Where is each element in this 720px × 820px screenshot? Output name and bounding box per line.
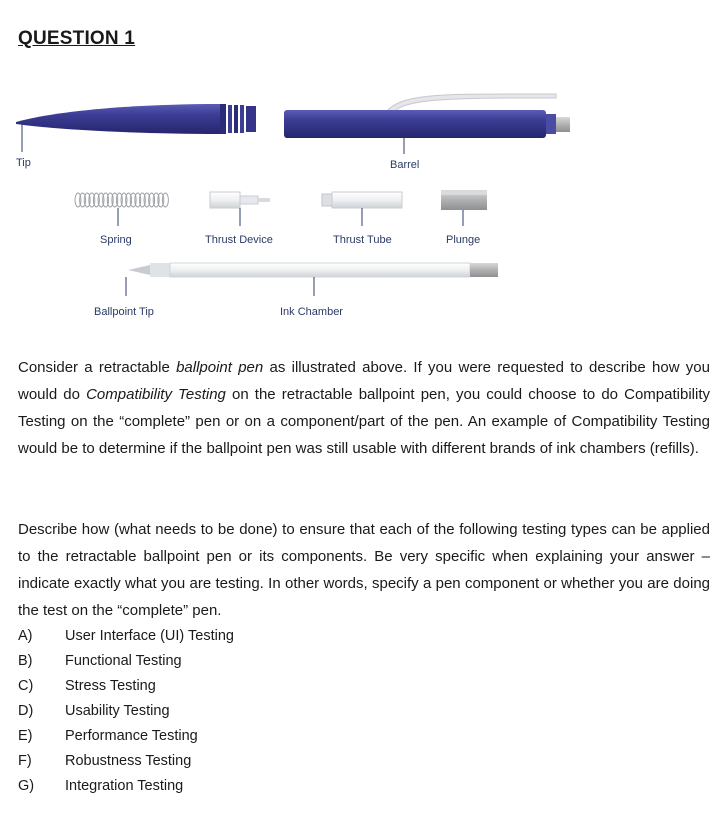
label-tip: Tip [16, 157, 31, 169]
thrust-tube-part [322, 192, 402, 226]
list-item-label: User Interface (UI) Testing [65, 628, 234, 644]
list-item-label: Stress Testing [65, 678, 156, 694]
intro-emphasis-compatibility: Compatibility Testing [86, 386, 226, 403]
list-item-label: Functional Testing [65, 653, 182, 669]
ink-chamber-part [126, 263, 498, 296]
spring-part [75, 193, 168, 207]
list-item-letter: F) [18, 753, 32, 769]
label-thrust-device: Thrust Device [205, 234, 273, 246]
list-item [18, 774, 234, 799]
list-item [18, 624, 234, 649]
intro-emphasis-pen: ballpoint pen [176, 359, 264, 376]
intro-paragraph [18, 354, 710, 462]
pen-tip-part [16, 104, 256, 152]
label-spring: Spring [100, 234, 132, 246]
thrust-device-part [210, 192, 270, 226]
label-ballpoint-tip: Ballpoint Tip [94, 306, 154, 318]
label-thrust-tube: Thrust Tube [333, 234, 392, 246]
list-item-label: Integration Testing [65, 778, 184, 794]
testing-types-list [18, 624, 234, 799]
intro-text-1: Consider a retractable [18, 359, 177, 376]
list-item [18, 749, 234, 774]
list-item-label: Usability Testing [65, 703, 170, 719]
pen-barrel-part [284, 94, 570, 154]
list-item-letter: E) [18, 728, 33, 744]
list-item-letter: C) [18, 678, 34, 694]
list-item-label: Performance Testing [65, 728, 198, 744]
list-item [18, 699, 234, 724]
list-item [18, 674, 234, 699]
instructions-paragraph: Describe how (what needs to be done) to ensure that each of the following testing types can be applied to the retractable ballpoint pen or its components. Be very specific when explaining your answer – indicate exactly what you are testing. In other words, specify a pen component or whether you are doing the test on the “complete” pen. [18, 521, 710, 619]
list-item-letter: D) [18, 703, 34, 719]
list-item-letter: A) [18, 628, 33, 644]
list-item-label: Robustness Testing [65, 753, 192, 769]
plunge-part [441, 190, 487, 226]
label-plunge: Plunge [446, 234, 481, 246]
question-heading: QUESTION 1 [18, 28, 136, 49]
list-item-letter: G) [18, 778, 35, 794]
list-item-letter: B) [18, 653, 33, 669]
intro-text-3: on the retractable ballpoint pen, you could choose to do Compatibility Testing on the “complete” pen or on a component/part of the pen. An example of Compatibility Testing would be to determine if the ballpoint pen was still usable with different brands of ink chambers (refills). [18, 386, 710, 457]
list-item [18, 649, 234, 674]
label-ink-chamber: Ink Chamber [280, 306, 343, 318]
pen-diagram [0, 80, 720, 340]
intro-text-2: as illustrated above. If you were requested to describe how you would do [18, 359, 710, 403]
list-item [18, 724, 234, 749]
label-barrel: Barrel [390, 159, 420, 171]
